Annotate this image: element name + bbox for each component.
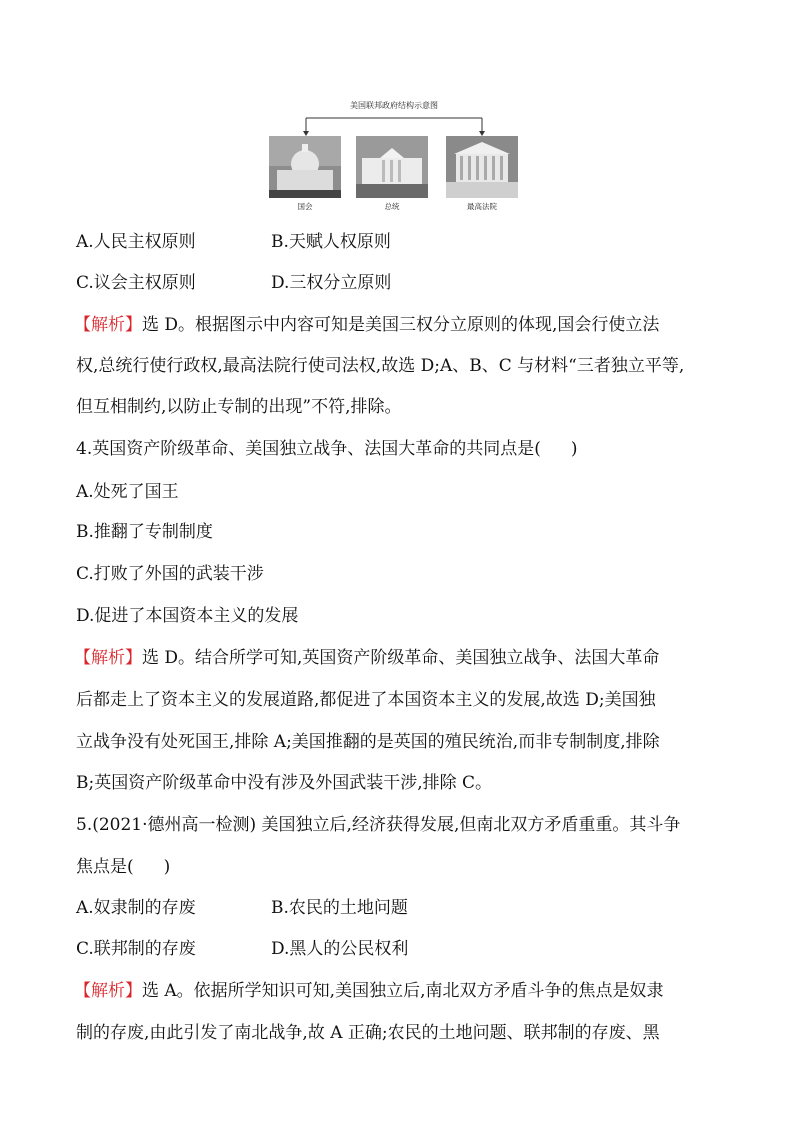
caption-president: 总统 xyxy=(384,202,400,211)
q4-analysis-line-4: B;英国资产阶级革命中没有涉及外国武装干涉,排除 C。 xyxy=(76,773,493,793)
analysis-tag: 【解析】 xyxy=(74,981,142,1001)
caption-congress: 国会 xyxy=(297,202,313,211)
q5-analysis-line-2: 制的存废,由此引发了南北战争,故 A 正确;农民的土地问题、联邦制的存废、黑 xyxy=(76,1023,660,1043)
q3-analysis-line-3: 但互相制约,以防止专制的出现”不符,排除。 xyxy=(76,397,402,417)
supreme-court-image xyxy=(446,136,518,198)
caption-supreme-court: 最高法院 xyxy=(467,202,497,211)
q4-analysis-line-2: 后都走上了资本主义的发展道路,都促进了本国资本主义的发展,故选 D;美国独 xyxy=(76,690,656,710)
q5-analysis-line-1: 【解析】选 A。依据所学知识可知,美国独立后,南北双方矛盾斗争的焦点是奴隶 xyxy=(74,981,664,1001)
figure-title: 美国联邦政府结构示意图 xyxy=(350,101,438,110)
q3-analysis-line-2: 权,总统行使行政权,最高法院行使司法权,故选 D;A、B、C 与材料“三者独立平等, xyxy=(76,356,685,376)
q5-stem-line-1: 5.(2021·德州高一检测) 美国独立后,经济获得发展,但南北双方矛盾重重。其斗争 xyxy=(76,815,681,835)
figure-connector-lines xyxy=(264,100,524,140)
q4-analysis-line-3: 立战争没有处死国王,排除 A;美国推翻的是英国的殖民统治,而非专制制度,排除 xyxy=(76,732,660,752)
q4-analysis-line-1: 【解析】选 D。结合所学可知,英国资产阶级革命、美国独立战争、法国大革命 xyxy=(74,648,660,668)
q4-option-d: D.促进了本国资本主义的发展 xyxy=(76,606,299,626)
analysis-tag: 【解析】 xyxy=(74,648,142,668)
q5-option-b: B.农民的土地问题 xyxy=(271,898,408,918)
q3-option-b: B.天赋人权原则 xyxy=(271,232,391,252)
q4-stem: 4.英国资产阶级革命、美国独立战争、法国大革命的共同点是( ) xyxy=(76,439,578,459)
q4-option-a: A.处死了国王 xyxy=(76,482,179,502)
federal-structure-figure xyxy=(264,100,524,212)
q5-option-a: A.奴隶制的存废 xyxy=(76,898,196,918)
q3-option-a: A.人民主权原则 xyxy=(76,232,196,252)
q5-option-d: D.黑人的公民权利 xyxy=(271,939,409,959)
q5-option-c: C.联邦制的存废 xyxy=(76,939,196,959)
q5-stem-line-2: 焦点是( ) xyxy=(76,857,171,877)
capitol-image xyxy=(269,136,341,198)
q4-option-b: B.推翻了专制制度 xyxy=(76,522,213,542)
white-house-image xyxy=(356,136,428,198)
q3-option-d: D.三权分立原则 xyxy=(271,273,392,293)
q4-option-c: C.打败了外国的武装干涉 xyxy=(76,564,264,584)
q3-analysis-line-1: 【解析】选 D。根据图示中内容可知是美国三权分立原则的体现,国会行使立法 xyxy=(74,315,660,335)
analysis-tag: 【解析】 xyxy=(74,315,142,335)
q3-option-c: C.议会主权原则 xyxy=(76,273,196,293)
